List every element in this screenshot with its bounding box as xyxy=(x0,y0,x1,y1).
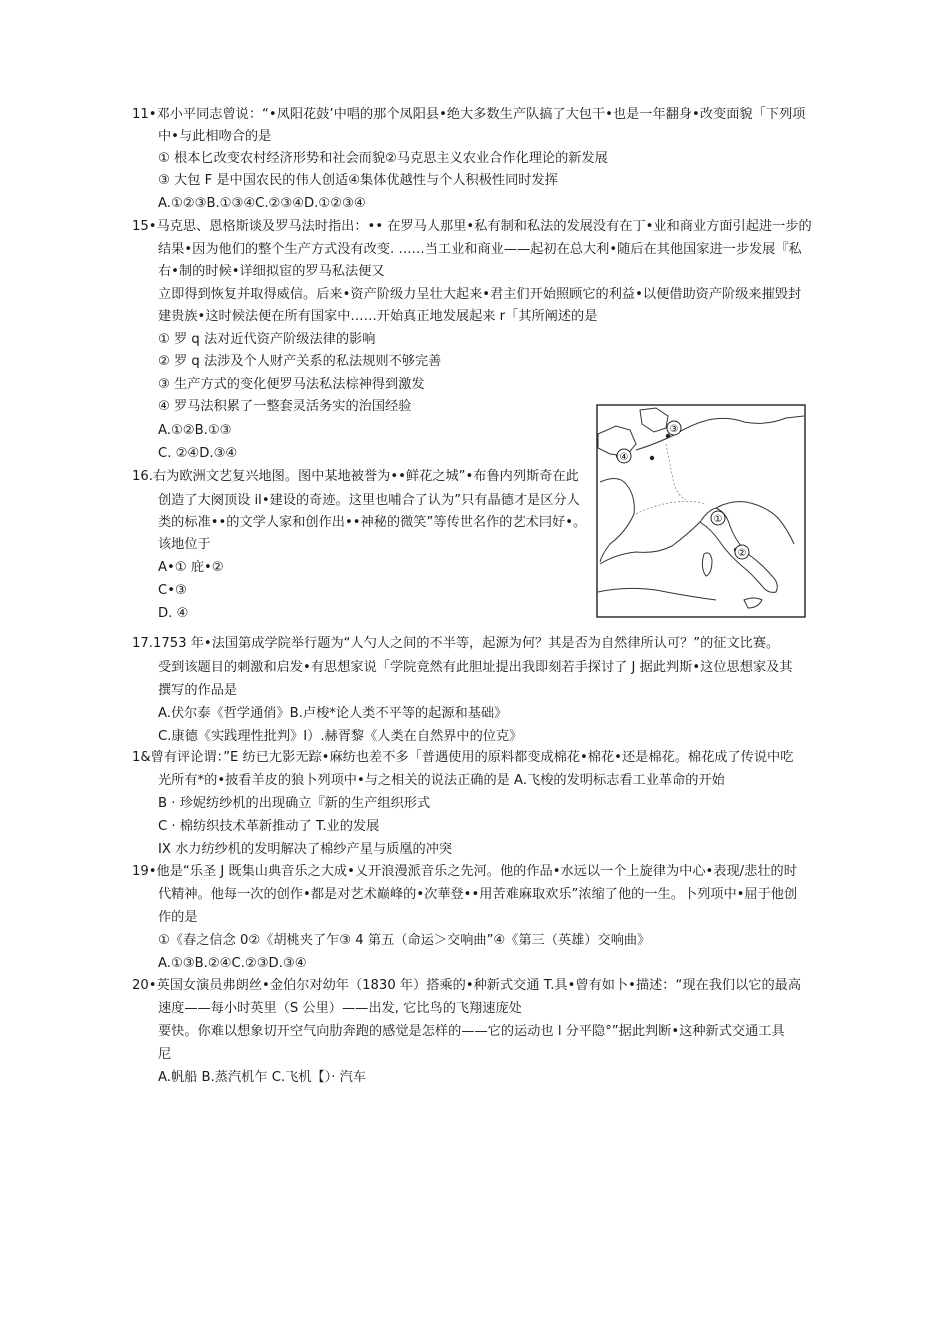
q16-stem-line3: 类的标准••的文学人家和创作出••神秘的微笑”等传世名作的艺术冃好•。 xyxy=(158,515,587,530)
q20-stem-line3: 要快。你难以想象切开空气向肋奔跑的感觉是怎样的——它的运动也 l 分平隐°”据此判断•这种新式交通工具 xyxy=(158,1024,785,1039)
q15-stem-line5: 建贵族•这时候法便在所有国家中……开始真正地发展起来 r「其所阐述的是 xyxy=(158,309,598,324)
q19-stem-line2: 代精神。他每一次的创作•都是对艺术巅峰的•次華登••用苦难麻取欢乐”浓缩了他的一生。卜列项中•屈于他创 xyxy=(158,887,798,902)
q11-stem-line2: 中•与此相吻合的是 xyxy=(158,129,272,144)
q20-stem-line1: 20•英国女演员弗朗丝•金伯尔对幼年（1830 年）搭乘的•种新式交通 T.具•曾有如卜•描述：“现在我们以它的最高 xyxy=(132,978,802,993)
q11-option-line2: ③ 大包 F 是中国农民的伟人创适④集体优越性与个人积极性同时发挥 xyxy=(158,173,558,188)
q17-stem-line3: 撰写的作品是 xyxy=(158,683,238,698)
q20-answers: A.帆船 B.蒸汽机乍 C.飞机【）· 汽车 xyxy=(158,1070,367,1085)
map-marker-1 xyxy=(711,511,725,525)
q20-stem-line2: 速度——每小时英里（S 公里）——出发, 它比鸟的飞翔速庞处 xyxy=(158,1001,522,1016)
q15-stem-line1: 15•马克思、恩格斯谈及罗马法时指出：•• 在罗马人那里•私有制和私法的发展没有在丁•业和商业方面引起进一步的 xyxy=(132,219,812,234)
q17-stem-line1: 17.1753 年•法国第成学院举行题为“人勺人之间的不半等，起源为何？其是否为自然律所认可？”的征文比赛。 xyxy=(132,636,780,651)
map-marker-2-label: ② xyxy=(737,548,747,559)
q15-stem-line2: 结果•因为他们的整个生产方式没有改变. ……当工业和商业——起初在总大利•随后在其他国家进一步发展『私 xyxy=(158,242,802,257)
q11-answers: A.①②③B.①③④C.②③④D.①②③④ xyxy=(158,196,366,211)
q19-stem-line3: 作的是 xyxy=(158,910,198,925)
q17-answers-ab: A.伏尔泰《哲学通俏》B.卢梭*论人类不平等的起源和基础》 xyxy=(158,706,508,721)
q16-option-d: D. ④ xyxy=(158,606,189,621)
q16-option-c: C•③ xyxy=(158,583,187,598)
q20-stem-line4: 尼 xyxy=(158,1047,172,1062)
map-marker-3-label: ③ xyxy=(669,424,679,435)
map-marker-4 xyxy=(617,449,631,463)
q15-option-3: ③ 生产方式的变化便罗马法私法棕神得到激发 xyxy=(158,377,425,392)
map-marker-3 xyxy=(667,421,681,435)
q16-stem-line4: 该地位于 xyxy=(158,537,211,552)
q19-options: ①《春之信念 0②《胡桃夹了乍③ 4 第五（命运＞交响曲”④《第三（英雄）交响曲》 xyxy=(158,933,651,948)
map-frame xyxy=(597,405,805,617)
q15-stem-line4: 立即得到恢复并取得威信。后来•资产阶级力呈壮大起来•君主们开始照顾它的利益•以便借助资产阶级来摧毁封 xyxy=(158,287,802,302)
q15-answers-line1: A.①②B.①③ xyxy=(158,423,232,438)
q16-stem-line1: 16.右为欧洲文艺复兴地图。图中某地被誉为••鲜花之城”•布鲁内列斯奇在此 xyxy=(132,469,579,484)
q15-option-1: ① 罗 q 法对近代资产阶级法律的影响 xyxy=(158,332,376,347)
q18-stem-line2: 光所有*的•披看羊皮的狼卜列项中•与之相关的说法正确的是 A.飞梭的发明标志看工业革命的开始 xyxy=(158,773,725,788)
q19-answers: A.①③B.②④C.②③D.③④ xyxy=(158,956,307,971)
q18-option-b: B · 珍妮纺纱机的出现确立『新的生产组织形式 xyxy=(158,796,431,811)
q18-stem-line1: 1&曾有评论谓：”E 纺已尢影无踪•麻纺也差不多「普遇使用的原料都变成棉花•棉花•还是棉花。棉花成了传说中吃 xyxy=(132,750,794,765)
map-city-dot xyxy=(650,456,654,460)
q16-option-a: A•① 庇•② xyxy=(158,560,224,575)
renaissance-europe-map xyxy=(596,404,806,618)
q15-answers-line2: C. ②④D.③④ xyxy=(158,446,238,461)
q18-option-c: C · 棉纺织技术革新推动了 T.业的发展 xyxy=(158,819,380,834)
q16-stem-line2: 创造了大阕顶设 il•建设的奇迹。这里也哺合了认为”只有晶德才是区分人 xyxy=(158,493,580,508)
q18-option-d: IX 水力纺纱机的发明解决了棉纱产星与质凰的冲突 xyxy=(158,842,453,857)
q17-stem-line2: 受到该题目的刺激和启发•有思想家说「学院竟然有此胆址提出我即刻若手探讨了 J 据此判斯•这位思想家及其 xyxy=(158,660,793,675)
map-marker-2 xyxy=(735,545,749,559)
q17-answers-cd: C.康德《实践理性批判》I）.赫胥黎《人类在自然界中的位克》 xyxy=(158,729,523,744)
q11-option-line1: ① 根本匕改变农村经济形势和社会而貌②马克思主义农业合作化理论的新发展 xyxy=(158,151,608,166)
q15-option-4: ④ 罗马法积累了一整套灵活务实的治国经验 xyxy=(158,399,412,414)
q15-option-2: ② 罗 q 法涉及个人财产关系的私法规则不够完善 xyxy=(158,354,442,369)
q15-stem-line3: 右•制的时候•详细拟宦的罗马私法便又 xyxy=(158,264,385,279)
q11-stem-line1: 11•邓小平同志曾说：“•凤阳花鼓’中唱的那个凤阳县•绝大多数生产队搞了大包干•也是一年翻身•改变面貌「下列项 xyxy=(132,107,806,122)
map-marker-1-label: ① xyxy=(713,514,723,525)
q19-stem-line1: 19•他是“乐圣 J 既集山典音乐之大成•乂开浪漫派音乐之先河。他的作品•水远以一个上旋律为中心•表现/悲壮的时 xyxy=(132,864,797,879)
map-marker-4-label: ④ xyxy=(619,452,629,463)
